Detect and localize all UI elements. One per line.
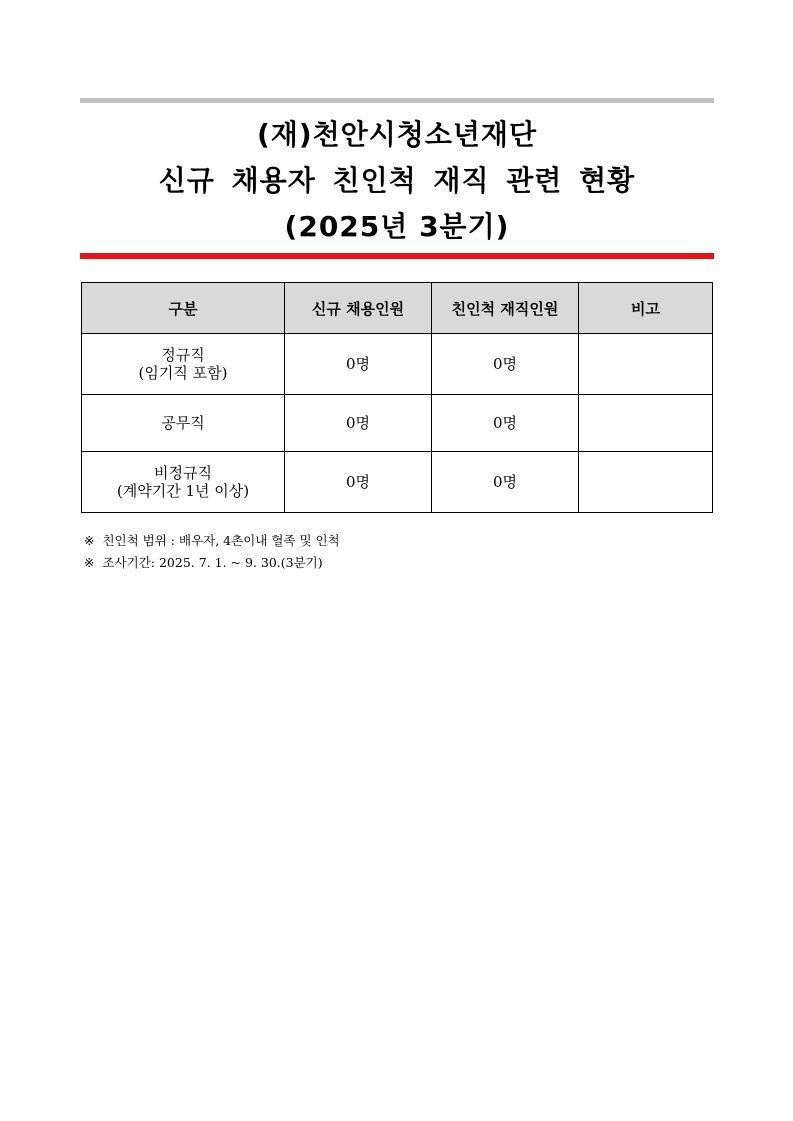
table-header-row — [82, 283, 713, 334]
relatives-cell: 0명 — [432, 334, 579, 395]
new-hires-cell: 0명 — [285, 334, 432, 395]
header-relatives: 친인척 재직인원 — [432, 283, 579, 334]
red-divider — [80, 253, 714, 259]
relatives-status-table — [81, 282, 713, 513]
footnote-text: 친인척 범위 : 배우자, 4촌이내 혈족 및 인척 — [102, 533, 340, 548]
title-period: (2025년 3분기) — [284, 210, 510, 243]
remarks-cell — [579, 452, 713, 513]
footnote-text: 조사기간: 2025. 7. 1. ~ 9. 30.(3분기) — [102, 555, 323, 570]
relatives-cell: 0명 — [432, 395, 579, 452]
document-title — [80, 112, 714, 250]
table-row — [82, 395, 713, 452]
remarks-cell — [579, 334, 713, 395]
table-row — [82, 452, 713, 513]
footnote-relatives-scope — [84, 530, 340, 552]
top-gray-rule — [80, 98, 714, 103]
remarks-cell — [579, 395, 713, 452]
category-sublabel: (임기직 포함) — [138, 364, 228, 382]
category-sublabel: (계약기간 1년 이상) — [116, 482, 250, 500]
table-row — [82, 334, 713, 395]
category-label: 정규직 — [161, 346, 205, 364]
category-cell — [82, 395, 285, 452]
category-label: 공무직 — [161, 414, 205, 432]
header-category: 구분 — [82, 283, 285, 334]
title-subject: 신규 채용자 친인척 재직 관련 현황 — [158, 164, 636, 197]
reference-mark-icon: ※ — [84, 533, 95, 548]
header-remarks: 비고 — [579, 283, 713, 334]
header-new-hires: 신규 채용인원 — [285, 283, 432, 334]
category-label: 비정규직 — [154, 464, 212, 482]
reference-mark-icon: ※ — [84, 555, 95, 570]
footnotes — [84, 530, 340, 574]
title-organization: (재)천안시청소년재단 — [256, 118, 538, 151]
category-cell — [82, 452, 285, 513]
category-cell — [82, 334, 285, 395]
footnote-survey-period — [84, 552, 340, 574]
relatives-cell: 0명 — [432, 452, 579, 513]
new-hires-cell: 0명 — [285, 452, 432, 513]
new-hires-cell: 0명 — [285, 395, 432, 452]
